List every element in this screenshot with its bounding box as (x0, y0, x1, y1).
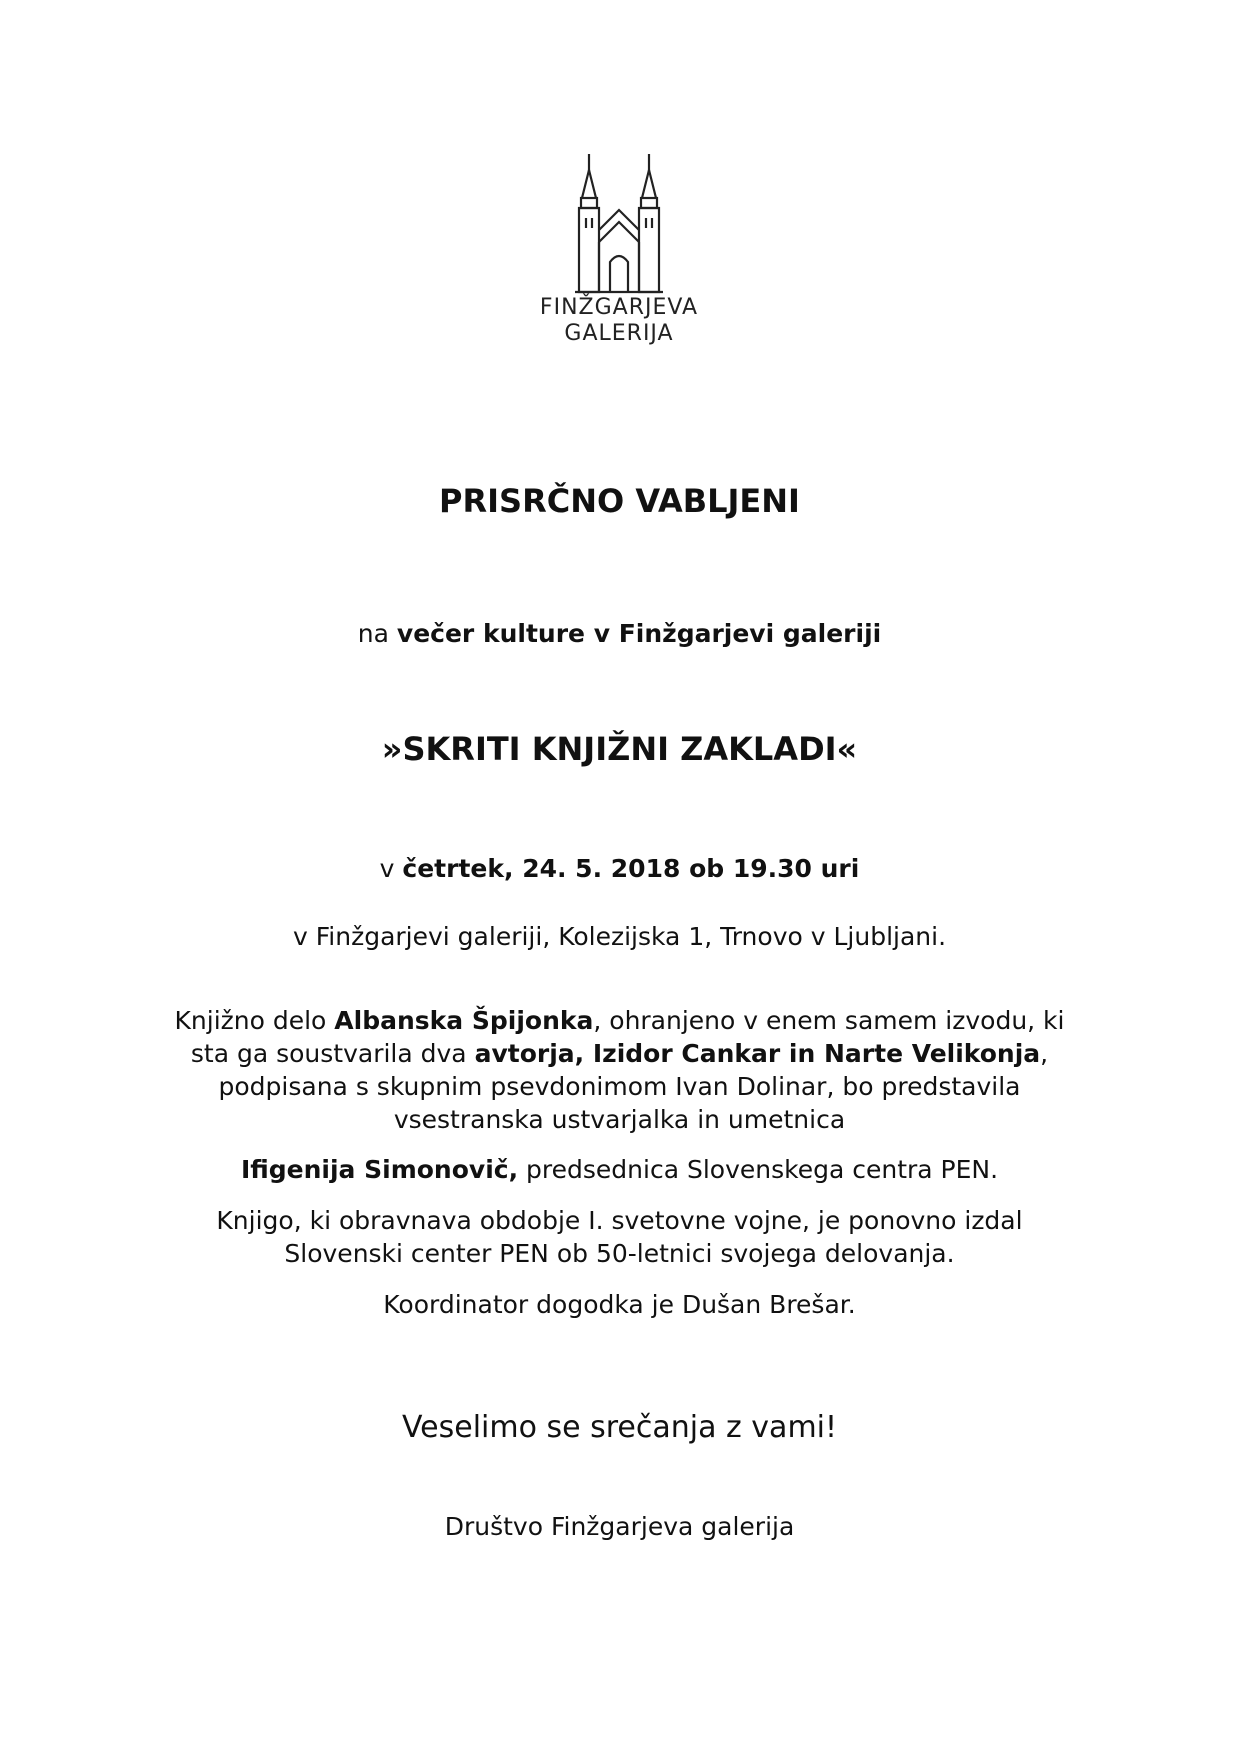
authors: avtorja, Izidor Cankar in Narte Velikonja (474, 1039, 1041, 1068)
event-date (0, 854, 1239, 883)
invitation-heading: PRISRČNO VABLJENI (439, 482, 800, 520)
event-title: »SKRITI KNJIŽNI ZAKLADI« (381, 730, 858, 768)
signature-line: Društvo Finžgarjeva galerija (444, 1512, 795, 1541)
book-title: Albanska Špijonka (334, 1006, 594, 1035)
date-emphasis: četrtek, 24. 5. 2018 ob 19.30 uri (402, 854, 860, 883)
presenter-line (0, 1153, 1239, 1186)
presenter-role: predsednica Slovenskega centra PEN. (518, 1155, 999, 1184)
description-line-3: podpisana s skupnim psevdonimom Ivan Dolinar, bo predstavila (218, 1072, 1021, 1101)
church-towers-icon (569, 150, 669, 295)
logo-text-line2: GALERIJA (564, 321, 674, 346)
event-location: v Finžgarjevi galeriji, Kolezijska 1, Trnovo v Ljubljani. (292, 922, 947, 951)
logo-text-line1: FINŽGARJEVA (539, 295, 699, 320)
description-line-2 (0, 1037, 1239, 1070)
invitation-emphasis: večer kulture v Finžgarjevi galeriji (396, 619, 882, 648)
description-text: sta ga soustvarila dva (190, 1039, 475, 1068)
description-text: , ohranjeno v enem samem izvodu, ki (593, 1006, 1065, 1035)
gallery-logo (526, 150, 712, 365)
coordinator-line: Koordinator dogodka je Dušan Brešar. (383, 1290, 856, 1319)
publication-line-1: Knjigo, ki obravnava obdobje I. svetovne vojne, je ponovno izdal (216, 1206, 1023, 1235)
invitation-prefix: na (357, 619, 397, 648)
closing-line: Veselimo se srečanja z vami! (401, 1410, 838, 1445)
date-prefix: v (379, 854, 403, 883)
presenter-name: Ifigenija Simonovič, (240, 1155, 519, 1184)
description-text: Knjižno delo (174, 1006, 335, 1035)
description-line-1 (0, 1004, 1239, 1037)
description-text: , (1040, 1039, 1049, 1068)
publication-line-2: Slovenski center PEN ob 50-letnici svojega delovanja. (284, 1239, 955, 1268)
invitation-line (0, 619, 1239, 648)
description-line-4: vsestranska ustvarjalka in umetnica (393, 1105, 846, 1134)
